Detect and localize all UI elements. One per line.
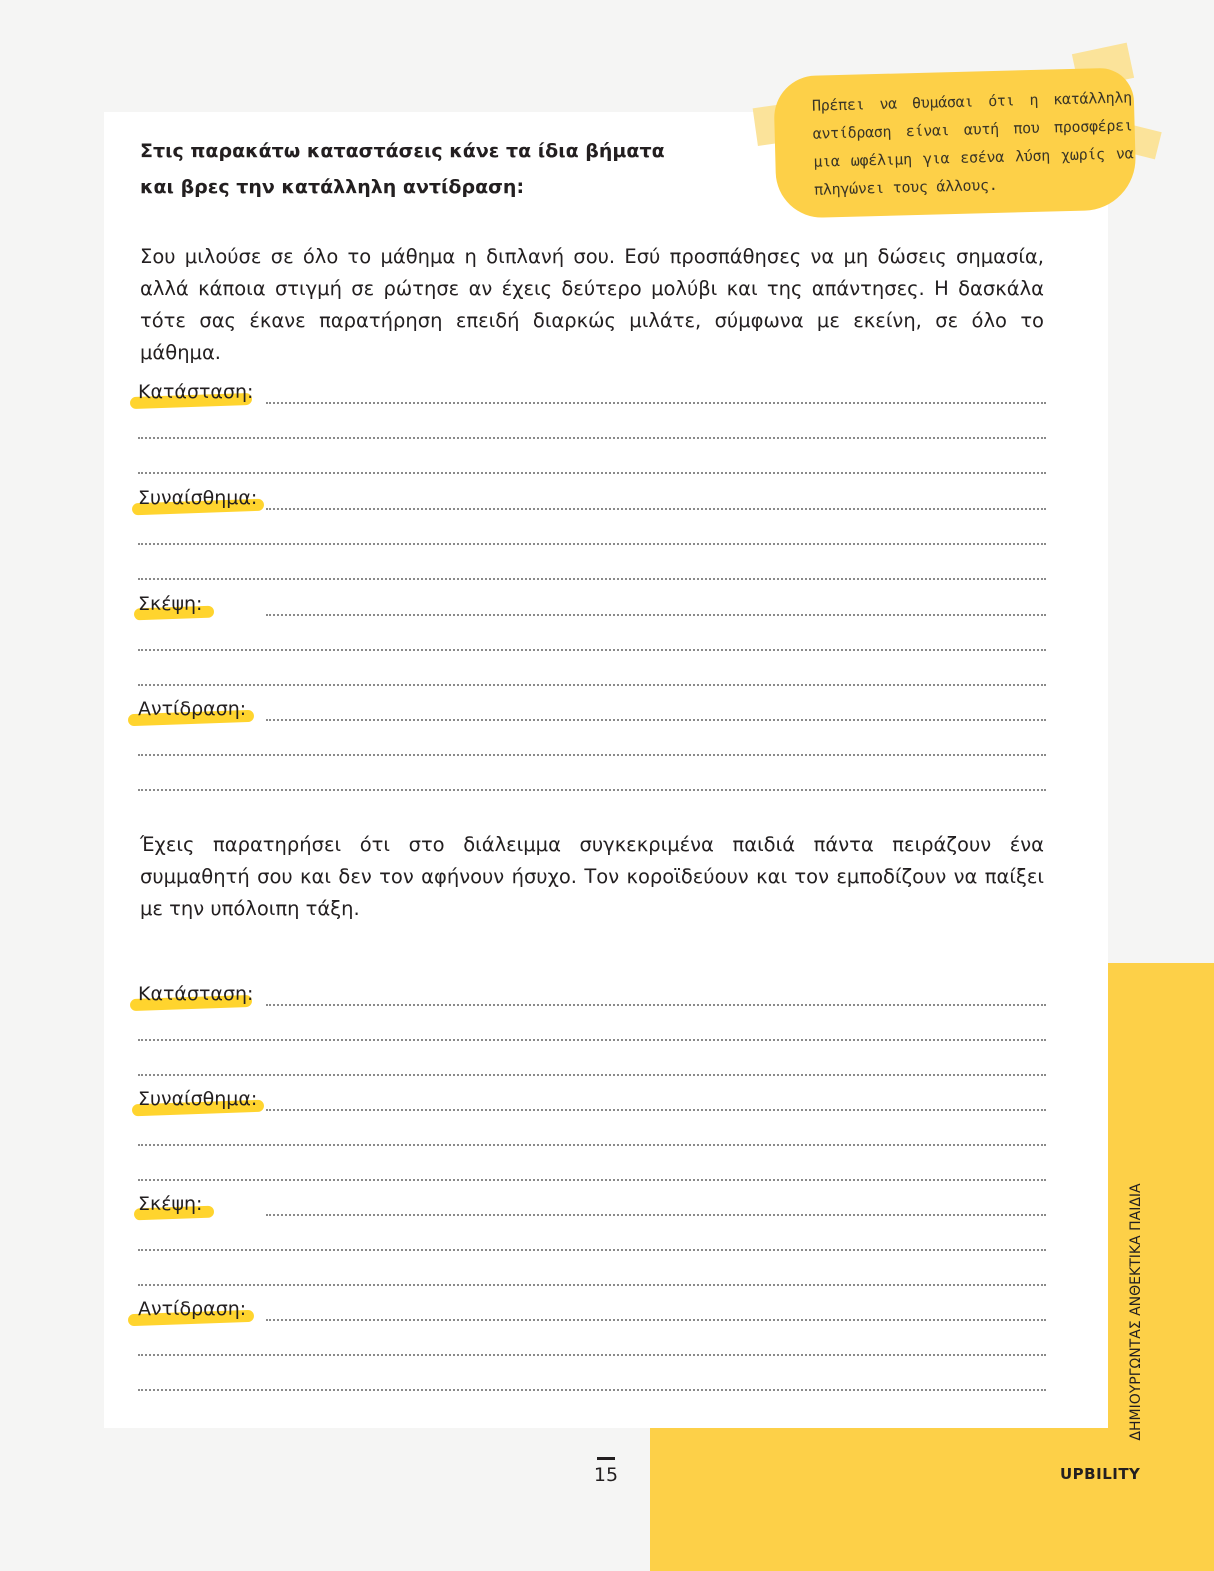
answer-line[interactable]: [138, 694, 1046, 729]
book-title-vertical: ΔΗΜΙΟΥΡΓΩΝΤΑΣ ΑΝΘΕΚΤΙΚΑ ΠΑΙΔΙΑ: [1128, 1183, 1144, 1441]
dotted-line: [138, 1389, 1046, 1391]
answer-line[interactable]: [138, 979, 1046, 1014]
answer-line[interactable]: [138, 553, 1046, 588]
answer-line[interactable]: [138, 518, 1046, 553]
dotted-line: [266, 1109, 1046, 1111]
answer-line[interactable]: [138, 659, 1046, 694]
intro-text: [140, 133, 700, 205]
scenario-2-emotion-field: [138, 1084, 1046, 1189]
reaction-label: Αντίδραση:: [138, 698, 247, 720]
thought-label: Σκέψη:: [138, 593, 203, 615]
answer-line[interactable]: [138, 624, 1046, 659]
emotion-label: Συναίσθημα:: [138, 1088, 258, 1110]
yellow-bottom-band: [650, 1428, 1214, 1571]
answer-line[interactable]: [138, 1084, 1046, 1119]
answer-line[interactable]: [138, 1294, 1046, 1329]
sticky-note: [755, 48, 1159, 218]
answer-line[interactable]: [138, 1014, 1046, 1049]
dotted-line: [266, 402, 1046, 404]
page-number: 15: [593, 1464, 619, 1486]
dotted-line: [138, 437, 1046, 439]
situation-label: Κατάσταση:: [138, 381, 254, 403]
dotted-line: [138, 472, 1046, 474]
scenario-2-situation-field: [138, 979, 1046, 1084]
dotted-line: [266, 508, 1046, 510]
note-text: Πρέπει να θυμάσαι ότι η κατάλληλη αντίδραση είναι αυτή που προσφέρει μια ωφέλιμη για εσένα λύση χωρίς να πληγώνει τους άλλους.: [811, 88, 1134, 199]
thought-label: Σκέψη:: [138, 1193, 203, 1215]
answer-line[interactable]: [138, 589, 1046, 624]
answer-line[interactable]: [138, 412, 1046, 447]
scenario-2-reaction-field: [138, 1294, 1046, 1399]
dotted-line: [138, 789, 1046, 791]
dotted-line: [138, 578, 1046, 580]
scenario-1-thought-field: [138, 589, 1046, 694]
intro-line-1: Στις παρακάτω καταστάσεις κάνε τα ίδια βήματα: [140, 140, 665, 162]
situation-label: Κατάσταση:: [138, 983, 254, 1005]
answer-line[interactable]: [138, 377, 1046, 412]
dotted-line: [138, 543, 1046, 545]
scenario-1-reaction-field: [138, 694, 1046, 799]
dotted-line: [266, 719, 1046, 721]
dotted-line: [138, 649, 1046, 651]
dotted-line: [138, 1284, 1046, 1286]
scenario-2-text: Έχεις παρατηρήσει ότι στο διάλειμμα συγκεκριμένα παιδιά πάντα πειράζουν ένα συμμαθητή σου και δεν τον αφήνουν ήσυχο. Τον κοροϊδεύουν και τον εμποδίζουν να παίξει με την υπόλοιπη τάξη.: [140, 833, 1044, 920]
answer-line[interactable]: [138, 1154, 1046, 1189]
dotted-line: [266, 1319, 1046, 1321]
page-number-bar: [597, 1457, 615, 1460]
answer-line[interactable]: [138, 1259, 1046, 1294]
dotted-line: [138, 754, 1046, 756]
scenario-2-thought-field: [138, 1189, 1046, 1294]
scenario-1-emotion-field: [138, 483, 1046, 588]
answer-line[interactable]: [138, 1189, 1046, 1224]
dotted-line: [138, 1179, 1046, 1181]
scenario-1-situation-field: [138, 377, 1046, 482]
answer-line[interactable]: [138, 729, 1046, 764]
answer-line[interactable]: [138, 447, 1046, 482]
answer-line[interactable]: [138, 1049, 1046, 1084]
dotted-line: [266, 1004, 1046, 1006]
brand-label: UPBILITY: [1060, 1465, 1141, 1483]
answer-line[interactable]: [138, 1329, 1046, 1364]
dotted-line: [266, 1214, 1046, 1216]
intro-line-2: και βρες την κατάλληλη αντίδραση:: [140, 176, 525, 198]
dotted-line: [266, 614, 1046, 616]
emotion-label: Συναίσθημα:: [138, 487, 258, 509]
answer-line[interactable]: [138, 483, 1046, 518]
answer-line[interactable]: [138, 1364, 1046, 1399]
dotted-line: [138, 1354, 1046, 1356]
answer-line[interactable]: [138, 1224, 1046, 1259]
dotted-line: [138, 1039, 1046, 1041]
reaction-label: Αντίδραση:: [138, 1298, 247, 1320]
dotted-line: [138, 684, 1046, 686]
answer-line[interactable]: [138, 1119, 1046, 1154]
dotted-line: [138, 1144, 1046, 1146]
note-card: [773, 67, 1137, 218]
scenario-1-text: Σου μιλούσε σε όλο το μάθημα η διπλανή σου. Εσύ προσπάθησες να μη δώσεις σημασία, αλλά κάποια στιγμή σε ρώτησε αν έχεις δεύτερο μολύβι και της απάντησες. Η δασκάλα τότε σας έκανε παρατήρηση επειδή διαρκώς μιλάτε, σύμφωνα με εκείνη, σε όλο το μάθημα.: [140, 245, 1044, 364]
dotted-line: [138, 1249, 1046, 1251]
answer-line[interactable]: [138, 764, 1046, 799]
dotted-line: [138, 1074, 1046, 1076]
